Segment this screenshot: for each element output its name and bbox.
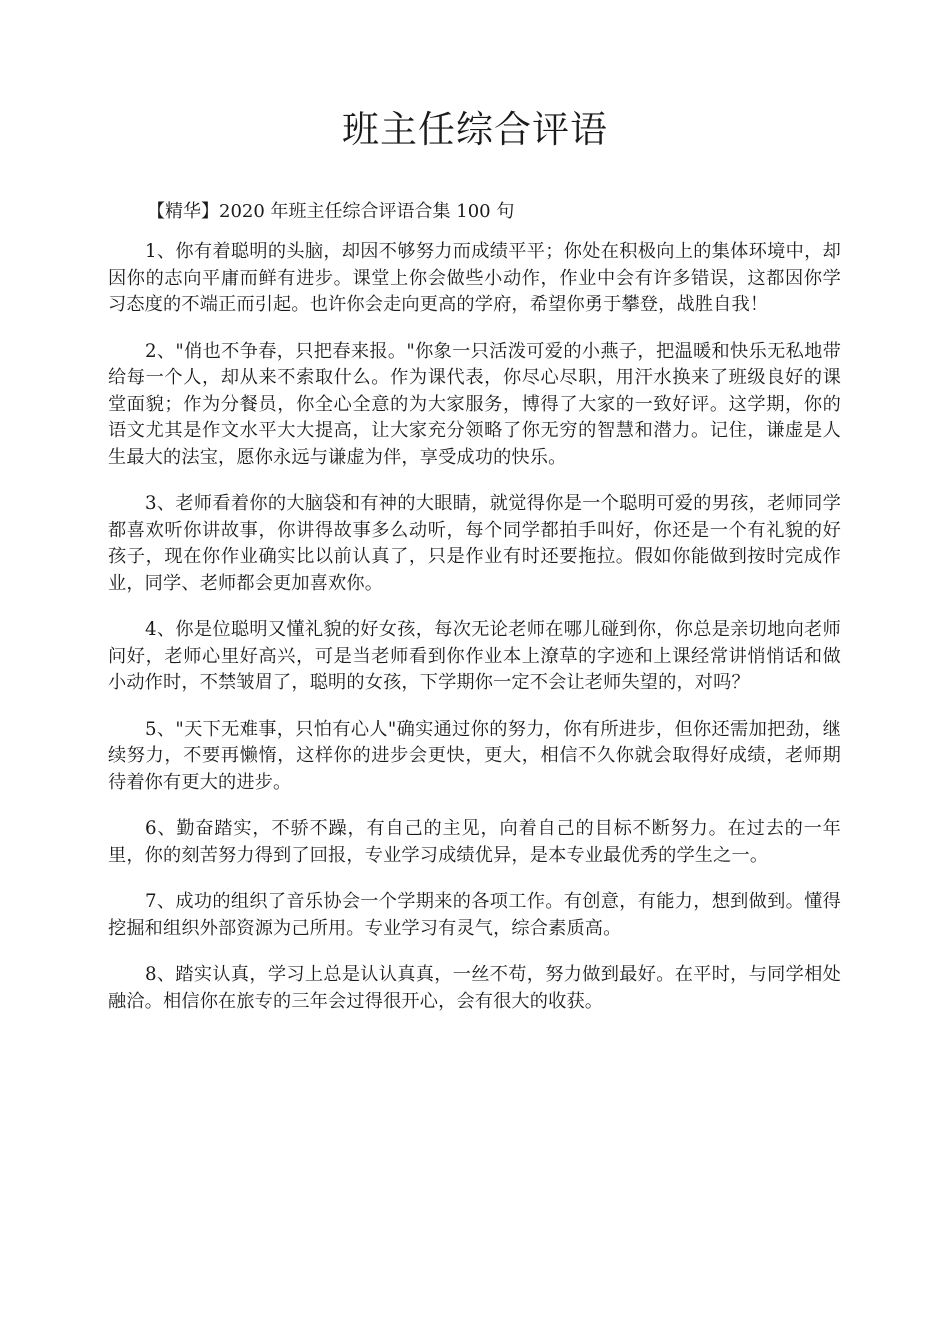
paragraph-3: 3、老师看着你的大脑袋和有神的大眼睛，就觉得你是一个聪明可爱的男孩，老师同学都喜欢听你讲故事，你讲得故事多么动听，每个同学都拍手叫好，你还是一个有礼貌的好孩子，现在你作业确实比以前认真了，只是作业有时还要拖拉。假如你能做到按时完成作业，同学、老师都会更加喜欢你。 — [108, 493, 841, 594]
document-body — [108, 239, 841, 1035]
paragraph-7: 7、成功的组织了音乐协会一个学期来的各项工作。有创意，有能力，想到做到。懂得挖掘和组织外部资源为己所用。专业学习有灵气，综合素质高。 — [108, 891, 841, 939]
document-subtitle: 【精华】2020 年班主任综合评语合集 100 句 — [147, 201, 515, 222]
document-title: 班主任综合评语 — [342, 108, 608, 151]
paragraph-1: 1、你有着聪明的头脑，却因不够努力而成绩平平；你处在积极向上的集体环境中，却因你的志向平庸而鲜有进步。课堂上你会做些小动作，作业中会有许多错误，这都因你学习态度的不端正而引起。也许你会走向更高的学府，希望你勇于攀登，战胜自我！ — [108, 241, 841, 315]
paragraph-2: 2、"俏也不争春，只把春来报。"你象一只活泼可爱的小燕子，把温暖和快乐无私地带给每一个人，却从来不索取什么。作为课代表，你尽心尽职，用汗水换来了班级良好的课堂面貌；作为分餐员，你全心全意的为大家服务，博得了大家的一致好评。这学期，你的语文尤其是作文水平大大提高，让大家充分领略了你无穷的智慧和潜力。记住，谦虚是人生最大的法宝，愿你永远与谦虚为伴，享受成功的快乐。 — [108, 340, 841, 468]
paragraph-8: 8、踏实认真，学习上总是认认真真，一丝不苟，努力做到最好。在平时，与同学相处融洽。相信你在旅专的三年会过得很开心，会有很大的收获。 — [108, 964, 841, 1012]
paragraph-5: 5、"天下无难事，只怕有心人"确实通过你的努力，你有所进步，但你还需加把劲，继续努力，不要再懒惰，这样你的进步会更快，更大，相信不久你就会取得好成绩，老师期待着你有更大的进步。 — [108, 718, 841, 793]
paragraph-4: 4、你是位聪明又懂礼貌的好女孩，每次无论老师在哪儿碰到你，你总是亲切地向老师问好，老师心里好高兴，可是当老师看到你作业本上潦草的字迹和上课经常讲悄悄话和做小动作时，不禁皱眉了，聪明的女孩，下学期你一定不会让老师失望的，对吗？ — [108, 619, 841, 693]
paragraph-6: 6、勤奋踏实，不骄不躁，有自己的主见，向着自己的目标不断努力。在过去的一年里，你的刻苦努力得到了回报，专业学习成绩优异，是本专业最优秀的学生之一。 — [108, 818, 841, 866]
